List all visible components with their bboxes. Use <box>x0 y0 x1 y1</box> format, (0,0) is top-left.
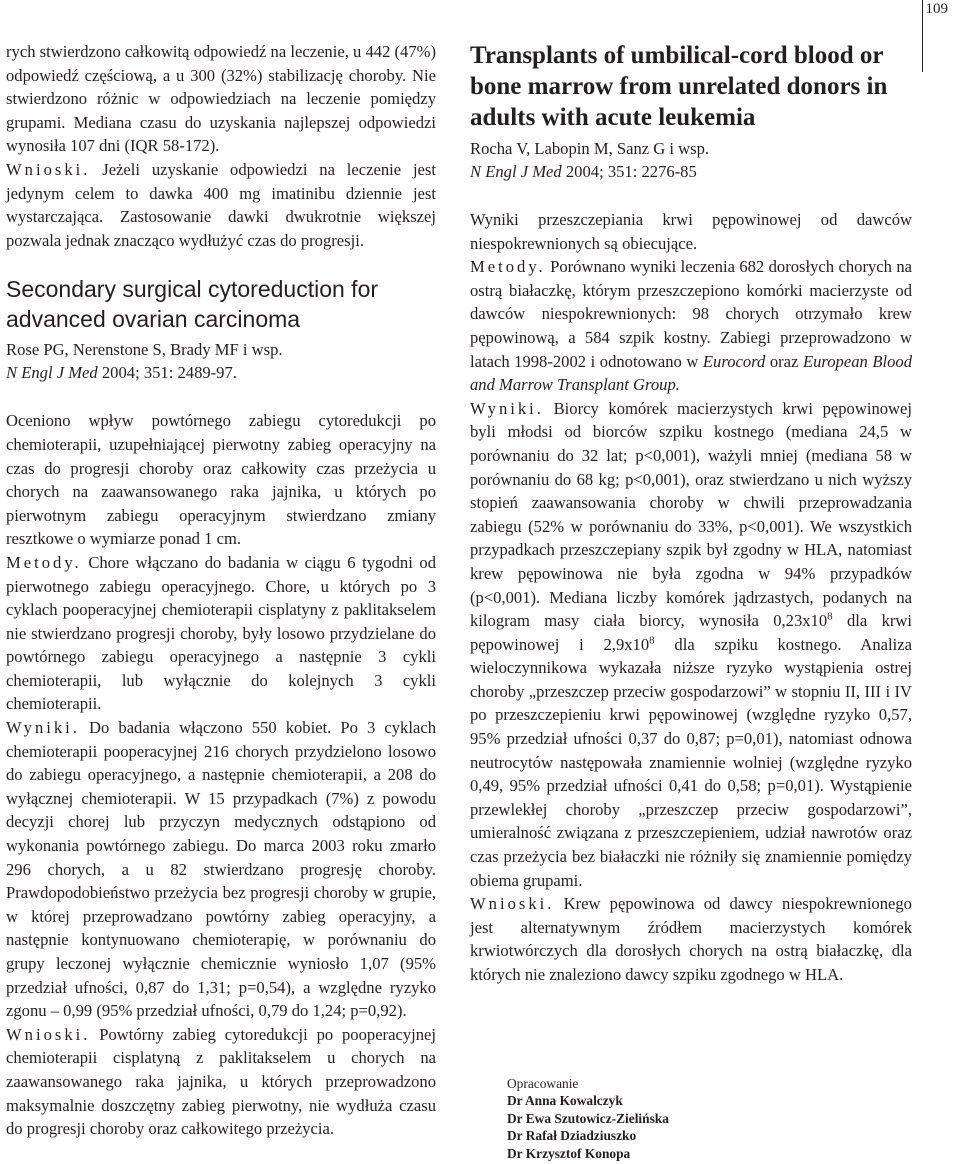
right-journal: N Engl J Med <box>470 162 562 181</box>
right-citation <box>470 160 912 183</box>
intro-conclusions <box>6 158 436 252</box>
left-wnioski-label: Wnioski. <box>6 1024 91 1044</box>
left-metody-text: Chore włączano do badania w ciągu 6 tygodni od pierwotnego zabiegu operacyjnego. Chore, u których po 3 cyklach pooperacyjnej chemioterapii cisplatyny z paklitakselem nie stwierdzano progresji choroby, były losowo przydzielane do powtórnego zabiegu operacyjnego a następnie 3 cykli chemioterapii, lub wyłącznie do kolejnych 3 cykli chemioterapii. <box>6 552 437 714</box>
right-citation-text: 2004; 351: 2276-85 <box>565 162 697 181</box>
right-metody-and: oraz <box>769 351 799 371</box>
left-article-title: Secondary surgical cytoreduction for advanced ovarian carcinoma <box>6 276 379 333</box>
left-column <box>6 40 436 1141</box>
right-wyniki-text-2: dla krwi pępowinowej i 2,9x10 <box>470 611 912 654</box>
right-authors: Rocha V, Labopin M, Sanz G i wsp. <box>470 139 710 158</box>
left-citation-text: 2004; 351: 2489-97. <box>101 363 237 383</box>
credits-name: Dr Rafał Dziadziuszko <box>507 1128 637 1144</box>
left-conclusions <box>6 1023 436 1141</box>
right-abstract-intro: Wyniki przeszczepiania krwi pępowinowej od dawców niespokrewnionych są obiecujące. <box>470 210 912 253</box>
credits-name: Dr Anna Kowalczyk <box>507 1093 623 1109</box>
right-metody-text: Porównano wyniki leczenia 682 dorosłych chorych na ostrą białaczkę, którym przeszczepiono komórki macierzyste od dawców niespokrewnionych: 98 chorych otrzymało krew pępowinową, a 584 szpik kostny. Zabiegi przeprowadzono w latach 1998-2002 i odnotowano w <box>470 257 912 371</box>
intro-wnioski-label: Wnioski. <box>6 159 91 179</box>
intro-paragraph: rych stwierdzono całkowitą odpowiedź na leczenie, u 442 (47%) odpowiedź częściową, a u 300 (32%) stabilizację choroby. Nie stwierdzono różnic w odpowiedziach na leczenie pomiędzy grupami. Mediana czasu do uzyskania najlepszej odpowiedzi wynosiła 107 dni (IQR 58-172). <box>6 42 436 156</box>
right-wnioski-text: Krew pępowinowa od dawcy niespokrewnionego jest alternatywnym źródłem macierzystych komórek krwiotwórczych dla dorosłych chorych na ostrą białaczkę, dla których nie znaleziono dawcy szpiku zgodnego w HLA. <box>470 894 912 984</box>
left-wnioski-text: Powtórny zabieg cytoredukcji po pooperacyjnej chemioterapii cisplatyną z paklitakselem u chorych na zaawansowanego raka jajnika, u których przeprowadzono maksymalnie doszczętny zabieg pierwotny, nie wydłuża czasu do progresji choroby oraz całkowitego przeżycia. <box>6 1024 436 1139</box>
right-metody-registry-1: Eurocord <box>702 351 766 371</box>
left-wyniki-label: Wyniki. <box>6 718 80 738</box>
page-number: 109 <box>925 1 948 17</box>
right-wnioski-label: Wnioski. <box>470 894 555 914</box>
credits-label: Opracowanie <box>507 1076 579 1091</box>
credits-name: Dr Krzysztof Konopa <box>507 1145 631 1161</box>
credits-name: Dr Ewa Szutowicz-Zielińska <box>507 1110 669 1126</box>
right-article-title: Transplants of umbilical-cord blood or bone marrow from unrelated donors in adults with acute leukemia <box>470 42 888 131</box>
right-wyniki-sup-1: 8 <box>827 610 833 623</box>
right-wyniki-text-3: dla szpiku kostnego. Analiza wieloczynnikowa wykazała niższe ryzyko wystąpienia ostrej choroby „przeszczep przeciw gospodarzowi” w stopniu II, III i IV po przeszczepieniu krwi pępowinowej (względne ryzyko 0,57, 95% przedział ufności 0,37 do 0,87; p=0,01), natomiast odnowa neutrocytów następowała znamiennie wolniej (względne ryzyko 0,49, 95% przedział ufności 0,41 do 0,58; p=0,01). Wystąpienie przewlekłej choroby „przeszczep przeciw gospodarzowi”, umieralność związana z przeszczepieniem, udział nawrotów oraz czas przeżycia bez białaczki nie różniły się znamiennie pomiędzy obiema grupami. <box>470 634 912 890</box>
left-citation <box>6 361 436 384</box>
header-rule <box>922 0 923 72</box>
left-methods <box>6 551 436 716</box>
left-metody-label: Metody. <box>6 552 82 572</box>
left-abstract-intro: Oceniono wpływ powtórnego zabiegu cytoredukcji po chemioterapii, uzupełniającej pierwotny zabieg operacyjny na czas do progresji choroby oraz całkowity czas przeżycia u chorych na zaawansowanego raka jajnika, u których po pierwotnym zabiegu operacyjnym stwierdzano zmiany resztkowe o wymiarze ponad 1 cm. <box>6 411 436 549</box>
right-wyniki-text-1: Biorcy komórek macierzystych krwi pępowinowej byli młodsi od biorców szpiku kostnego (mediana 24,5 w porównaniu do 32 lat; p<0,001), ważyli mniej (mediana 58 w porównaniu do 68 kg; p<0,001), oraz stwierdzano u nich wyższy stopień zaawansowania choroby w chwili przeprowadzania zabiegu (52% w porównaniu do 33%, p<0,001). We wszystkich przypadkach przeszczepiany szpik był zgodny w HLA, natomiast krew pępowinowa nie była zgodna w 94% przypadków (p<0,001). Mediana liczby komórek jądrzastych, podanych na kilogram masy ciała biorcy, wynosiła 0,23x10 <box>470 398 912 631</box>
right-methods <box>470 255 912 397</box>
right-column <box>470 40 912 987</box>
left-journal: N Engl J Med <box>6 363 98 383</box>
right-wyniki-sup-2: 8 <box>649 634 655 647</box>
right-metody-label: Metody. <box>470 257 546 277</box>
right-metody-registry-2: European Blood and Marrow Transplant Group. <box>470 351 912 395</box>
right-results <box>470 397 912 892</box>
right-conclusions <box>470 892 912 986</box>
credits <box>507 1075 669 1162</box>
left-authors: Rose PG, Nerenstone S, Brady MF i wsp. <box>6 340 283 360</box>
left-wyniki-text: Do badania włączono 550 kobiet. Po 3 cyklach chemioterapii pooperacyjnej 216 chorych przydzielono losowo do zabiegu operacyjnego, a następnie chemioterapii, a 208 do wyłącznej chemioterapii. W 15 przypadkach (7%) z powodu decyzji chorej lub przyczyn medycznych odstąpiono od wykonania powtórnego zabiegu. Do marca 2003 roku zmarło 296 chorych, a u 82 stwierdzano progresję choroby. Prawdopodobieństwo przeżycia bez progresji choroby w grupie, w której przeprowadzano powtórny zabieg operacyjny, a następnie kontynuowano chemioterapię, w porównaniu do grupy leczonej wyłącznie chemicznie wyniosło 1,07 (95% przedział ufności, 0,87 do 1,31; p=0,54), a względne ryzyko zgonu – 0,99 (95% przedział ufności, 0,79 do 1,24; p=0,92). <box>6 718 436 1021</box>
intro-wnioski-text: Jeżeli uzyskanie odpowiedzi na leczenie jest jedynym celem to dawka 400 mg imatinibu dziennie jest wystarczająca. Zastosowanie dawki dwukrotnie większej pozwala jednak znacząco wydłużyć czas do progresji. <box>6 159 436 250</box>
right-wyniki-label: Wyniki. <box>470 398 544 418</box>
left-results <box>6 716 436 1023</box>
